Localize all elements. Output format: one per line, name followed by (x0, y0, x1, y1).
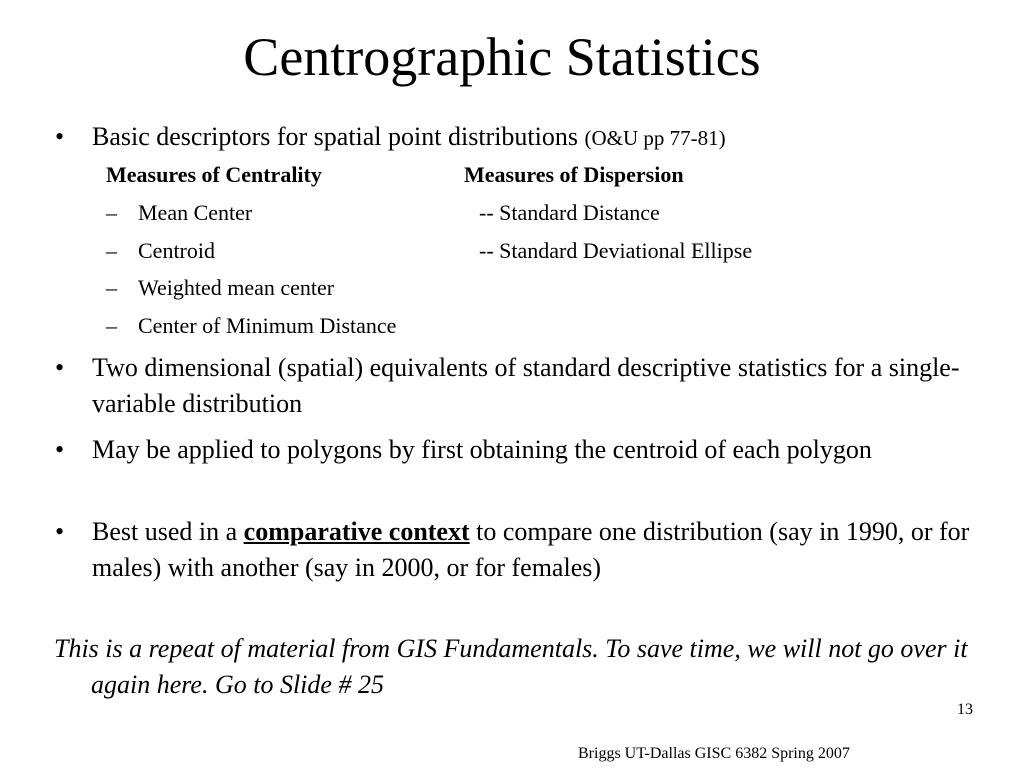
dash-marker: – (106, 313, 117, 338)
bullet-marker: • (55, 517, 65, 546)
dash-marker: – (106, 238, 117, 263)
centrality-heading: Measures of Centrality (106, 162, 322, 187)
bullet-two-dimensional (55, 350, 982, 422)
bullet-marker: • (55, 122, 65, 151)
dispersion-item-deviational-ellipse: -- Standard Deviational Ellipse (479, 238, 753, 263)
bullet-marker: • (55, 353, 65, 382)
dash-marker: – (106, 200, 117, 225)
page-number: 13 (957, 701, 973, 718)
bullet-basic-descriptors (55, 119, 982, 156)
bullet-text: Basic descriptors for spatial point distributions (92, 122, 578, 151)
italic-note: This is a repeat of material from GIS Fundamentals. To save time, we will not go over it again here. Go to Slide # 25 (54, 634, 968, 699)
bullet-text-post: to compare one distribution (say in 1990, or for males) with another (say in 2000, or for females) (92, 517, 970, 582)
bullet-comparative-context (55, 514, 982, 586)
sub-item-label: Centroid (138, 238, 215, 263)
bullet-text: May be applied to polygons by first obtaining the centroid of each polygon (92, 435, 872, 464)
bullet-text: Two dimensional (spatial) equivalents of standard descriptive statistics for a single-variable distribution (92, 353, 960, 418)
sub-item-label: Mean Center (138, 200, 253, 225)
dispersion-item-standard-distance: -- Standard Distance (479, 200, 660, 225)
bullet-polygons (55, 432, 982, 468)
footer-credit: Briggs UT-Dallas GISC 6382 Spring 2007 (578, 745, 850, 762)
dispersion-heading: Measures of Dispersion (464, 162, 684, 187)
sub-item-label: Weighted mean center (138, 275, 335, 300)
bullet-marker: • (55, 435, 65, 464)
bullet-text-pre: Best used in a (92, 517, 244, 546)
reference-text: (O&U pp 77-81) (584, 126, 726, 150)
comparative-context-emphasis: comparative context (243, 517, 470, 546)
slide-title: Centrographic Statistics (243, 27, 761, 87)
sub-item-label: Center of Minimum Distance (138, 313, 397, 338)
dash-marker: – (106, 275, 117, 300)
